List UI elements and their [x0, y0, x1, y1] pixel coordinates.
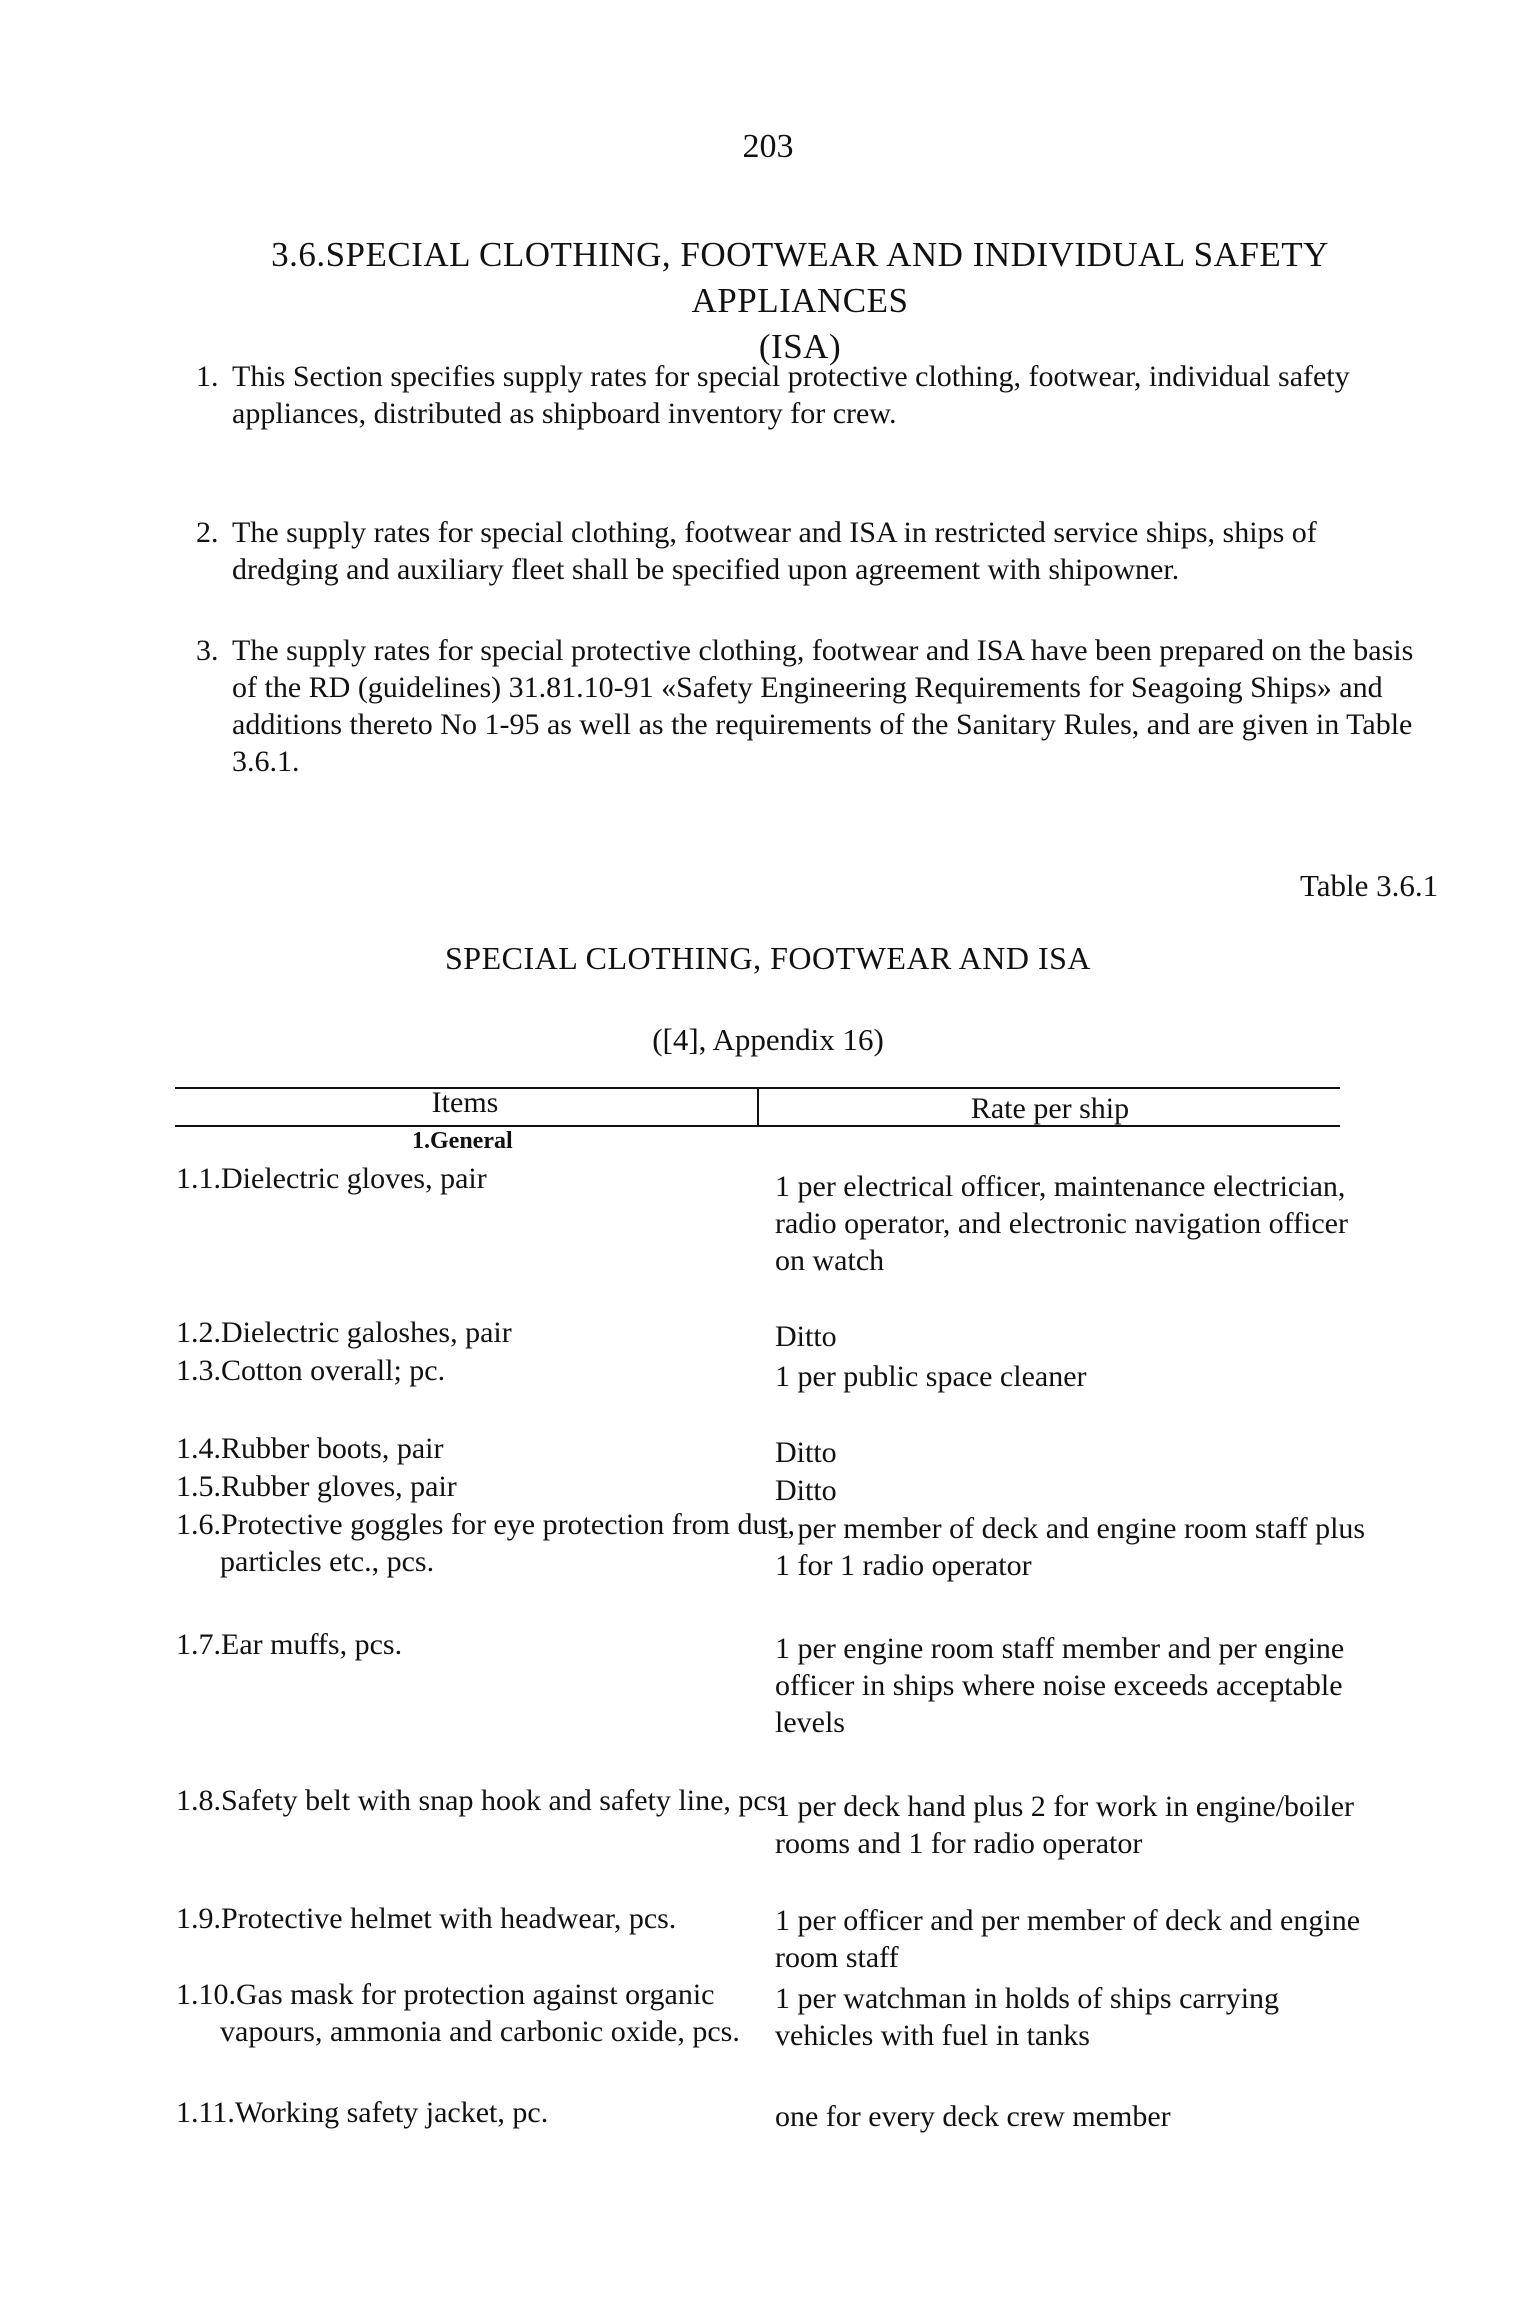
table-cell-rate: 1 per public space cleaner	[775, 1360, 1087, 1393]
paragraph-2	[196, 514, 1416, 588]
table-cell-item: 1.5.Rubber gloves, pair	[176, 1470, 457, 1503]
table-cell-rate: Ditto	[775, 1474, 837, 1507]
paragraph-text: The supply rates for special protective clothing, footwear and ISA have been prepared on the basis of the RD (guidelines) 31.81.10-91 «Safety Engineering Requirements for Seagoing Ships» and additions thereto No 1-95 as well as the requirements of the Sanitary Rules, and are given in Table 3.6.1.	[232, 634, 1414, 778]
table-cell-item: 1.4.Rubber boots, pair	[176, 1432, 444, 1465]
section-title	[170, 232, 1430, 370]
page-number: 203	[742, 128, 794, 165]
group-heading-general: 1.General	[412, 1128, 513, 1154]
table-column-divider	[757, 1087, 759, 1125]
table-cell-rate: Ditto	[775, 1436, 837, 1469]
table-cell-item: 1.9.Protective helmet with headwear, pcs.	[176, 1902, 677, 1935]
paragraph-text: The supply rates for special clothing, footwear and ISA in restricted service ships, ships of dredging and auxiliary fleet shall be specified upon agreement with shipowner.	[232, 516, 1317, 586]
table-cell-item: 1.1.Dielectric gloves, pair	[176, 1162, 487, 1195]
table-cell-rate: 1 per member of deck and engine room staff plus 1 for 1 radio operator	[775, 1512, 1366, 1582]
column-header-items: Items	[431, 1086, 499, 1119]
table-cell-item: 1.2.Dielectric galoshes, pair	[176, 1316, 512, 1349]
table-title: SPECIAL CLOTHING, FOOTWEAR AND ISA	[444, 940, 1092, 976]
section-title-line-2: (ISA)	[758, 327, 842, 366]
table-reference: Table 3.6.1	[1300, 868, 1439, 903]
paragraph-number: 3.	[196, 634, 219, 667]
section-title-line-1: 3.6.SPECIAL CLOTHING, FOOTWEAR AND INDIVIDUAL SAFETY APPLIANCES	[271, 235, 1329, 320]
table-cell-item: 1.8.Safety belt with snap hook and safety line, pcs.	[176, 1784, 786, 1817]
paragraph-3	[196, 632, 1416, 780]
table-source: ([4], Appendix 16)	[652, 1022, 884, 1057]
paragraph-number: 1.	[196, 360, 219, 393]
table-cell-rate: 1 per deck hand plus 2 for work in engine/boiler rooms and 1 for radio operator	[775, 1790, 1355, 1860]
table-cell-rate: 1 per officer and per member of deck and engine room staff	[775, 1904, 1361, 1974]
table-cell-rate: Ditto	[775, 1320, 837, 1353]
table-cell-rate: 1 per electrical officer, maintenance electrician, radio operator, and electronic navigation officer on watch	[775, 1170, 1348, 1277]
paragraph-number: 2.	[196, 516, 219, 549]
table-cell-item: 1.3.Cotton overall; pc.	[176, 1354, 446, 1387]
table-cell-item: 1.11.Working safety jacket, pc.	[176, 2096, 549, 2129]
table-cell-rate: 1 per watchman in holds of ships carrying vehicles with fuel in tanks	[775, 1982, 1280, 2052]
paragraph-1	[196, 358, 1416, 432]
table-cell-rate: one for every deck crew member	[775, 2100, 1171, 2133]
paragraph-text: This Section specifies supply rates for special protective clothing, footwear, individual safety appliances, distributed as shipboard inventory for crew.	[232, 360, 1350, 430]
table-cell-rate: 1 per engine room staff member and per engine officer in ships where noise exceeds acceptable levels	[775, 1632, 1345, 1739]
table-cell-item: 1.7.Ear muffs, pcs.	[176, 1628, 403, 1661]
table-cell-item: 1.6.Protective goggles for eye protection from dust, particles etc., pcs.	[176, 1508, 796, 1578]
table-cell-item: 1.10.Gas mask for protection against organic vapours, ammonia and carbonic oxide, pcs.	[176, 1978, 740, 2048]
column-header-rate: Rate per ship	[970, 1092, 1130, 1125]
